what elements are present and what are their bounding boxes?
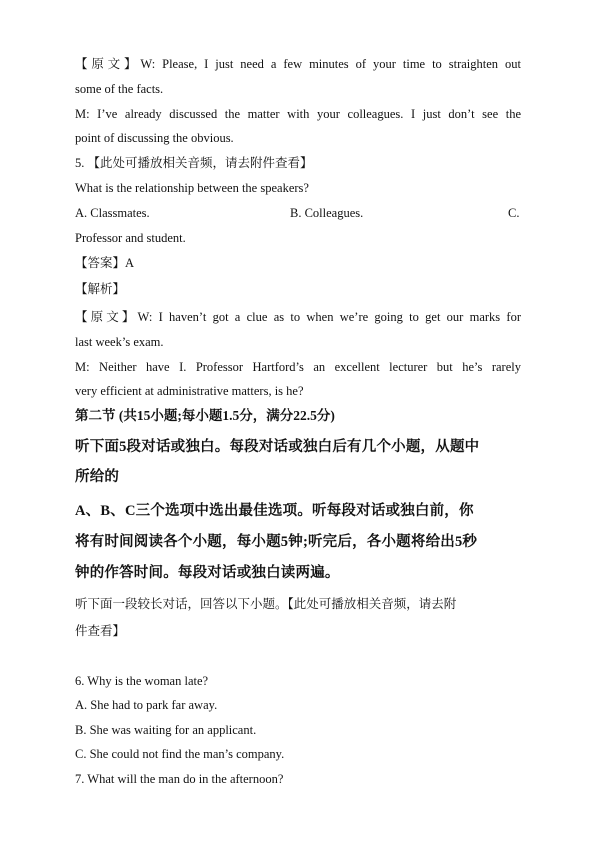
question-5-option-c-continued: Professor and student. — [75, 231, 186, 245]
transcript-line-2: some of the facts. — [75, 82, 164, 96]
question-5-option-b: B. Colleagues. — [290, 206, 364, 220]
instruction-line-1: 听下面5段对话或独白。每段对话或独白后有几个小题，从题中 — [75, 439, 480, 455]
transcript-line-8: very efficient at administrative matters, is he? — [75, 384, 304, 398]
question-6-option-c: C. She could not find the man’s company. — [75, 747, 285, 761]
question-5-title: 5. 【此处可播放相关音频，请去附件查看】 — [75, 156, 313, 170]
analysis-label: 【解析】 — [75, 282, 126, 296]
question-6-text: 6. Why is the woman late? — [75, 674, 209, 688]
transcript-line-1: 【原文】W: Please, I just need a few minutes of your time to straighten out — [75, 57, 521, 71]
question-6-option-a: A. She had to park far away. — [75, 698, 218, 712]
question-5-option-a: A. Classmates. — [75, 206, 150, 220]
instruction-line-5: 钟的作答时间。每段对话或独白读两遍。 — [75, 565, 340, 581]
listening-instruction-line-1: 听下面一段较长对话，回答以下小题。【此处可播放相关音频，请去附 — [75, 596, 457, 611]
transcript-line-5: 【原文】W: I haven’t got a clue as to when we’re going to get our marks for — [75, 310, 521, 324]
transcript-line-4: point of discussing the obvious. — [75, 131, 234, 145]
section-2-title: 第二节 (共15小题;每小题1.5分，满分22.5分) — [75, 408, 335, 423]
instruction-line-3: A、B、C三个选项中选出最佳选项。听每段对话或独白前，你 — [75, 503, 474, 519]
question-5-text: What is the relationship between the speakers? — [75, 181, 309, 195]
instruction-line-2: 所给的 — [75, 469, 120, 485]
question-6-option-b: B. She was waiting for an applicant. — [75, 723, 257, 737]
instruction-line-4: 将有时间阅读各个小题，每小题5钟;听完后，各小题将给出5秒 — [75, 534, 478, 550]
transcript-line-7: M: Neither have I. Professor Hartford’s an excellent lecturer but he’s rarely — [75, 360, 521, 374]
transcript-line-6: last week’s exam. — [75, 335, 164, 349]
question-5-option-c: C. — [508, 206, 520, 220]
listening-instruction-line-2: 件查看】 — [75, 623, 126, 638]
answer-label: 【答案】A — [75, 256, 135, 270]
question-7-text: 7. What will the man do in the afternoon? — [75, 772, 284, 786]
transcript-line-3: M: I’ve already discussed the matter with your colleagues. I just don’t see the — [75, 107, 521, 121]
